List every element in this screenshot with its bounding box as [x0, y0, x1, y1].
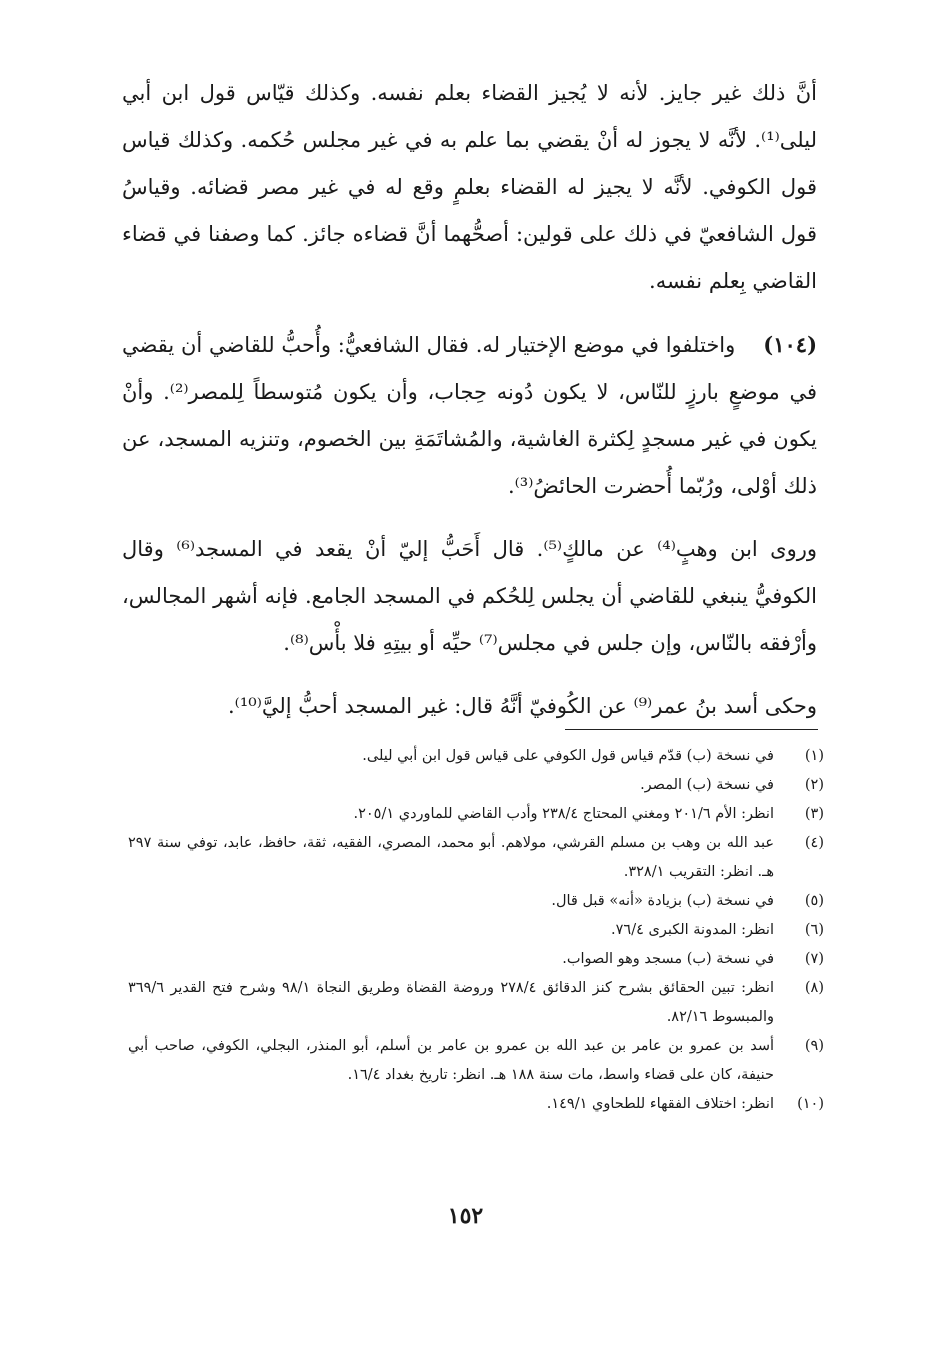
footnote-number: (١٠): [797, 1096, 824, 1112]
paragraph-number: (١٠٤): [763, 332, 817, 357]
footnote-text: في نسخة (ب) مسجد وهو الصواب.: [562, 951, 774, 967]
footnote: [128, 945, 824, 974]
footnote-text: في نسخة (ب) بزيادة «أنه» قبل قال.: [551, 893, 774, 909]
footnote: [128, 916, 824, 945]
footnote-number: (٤): [804, 835, 824, 851]
footnote-text: انظر: المدونة الكبرى ٧٦/٤.: [611, 922, 774, 938]
paragraph-text: أنَّ ذلك غير جايز. لأنه لا يُجيز القضاء بعلم نفسه. وكذلك قيّاس قول ابن أبي ليلى⁽¹⁾. لأنَّه لا يجوز له أنْ يقضي بما علم به في غير مجلس حُكمه. وكذلك قياس قول الكوفي. لأنَّه لا يجيز له القضاء بعلمٍ وقع له في غير مصر قضائه. وقياسُ قول الشافعيّ في ذلك على قولين: أصحُّهما أنَّ قضاءه جائز. كما وصفنا في قضاء القاضي بِعلم نفسه.: [122, 81, 817, 293]
footnote: [128, 1032, 824, 1090]
footnote: [128, 742, 824, 771]
footnote: [128, 1090, 824, 1119]
footnote-number: (٢): [804, 777, 824, 793]
footnote-text: عبد الله بن وهب بن مسلم القرشي، مولاهم. أبو محمد، المصري، الفقيه، ثقة، حافظ، عابد، توفي سنة ٢٩٧ هـ. انظر: التقريب ٣٢٨/١.: [128, 835, 774, 880]
footnote-text: انظر: اختلاف الفقهاء للطحاوي ١٤٩/١.: [546, 1096, 774, 1112]
footnote-number: (٦): [804, 922, 824, 938]
footnote-separator: [565, 729, 818, 730]
paragraph-text: وحكى أسد بنُ عمر⁽⁹⁾ عن الكُوفيّ أنَّهُ قال: غير المسجد أحبُّ إليَّ⁽¹⁰⁾.: [228, 694, 817, 718]
footnote-text: في نسخة (ب) المصر.: [640, 777, 774, 793]
footnote-text: في نسخة (ب) قدّم قياس قول الكوفي على قياس قول ابن أبي ليلى.: [362, 748, 774, 764]
footnote: [128, 829, 824, 887]
page-number: ١٥٢: [447, 1203, 484, 1229]
footnote-text: أسد بن عمرو بن عامر بن عبد الله بن عمرو بن عامر بن أسلم، أبو المنذر، البجلي، الكوفي، صاحب أبي حنيفة، كان على قضاء واسط، مات سنة ١٨٨ هـ. انظر: تاريخ بغداد ١٦/٤.: [128, 1038, 774, 1083]
footnote-text: انظر: تبين الحقائق بشرح كنز الدقائق ٢٧٨/٤ وروضة القضاة وطريق النجاة ٩٨/١ وشرح فتح القدير ٣٦٩/٦ والمبسوط ٨٢/١٦.: [128, 980, 774, 1025]
paragraph-text: وروى ابن وهبٍ⁽⁴⁾ عن مالكٍ⁽⁵⁾. قال أَحَبُّ إليّ أنْ يقعد في المسجد⁽⁶⁾ وقال الكوفيُّ ينبغي للقاضي أن يجلس لِلحُكم في المسجد الجامع. فإنه أشهر المجالس، وأرْفقه بالنّاس، وإن جلس في مجلس⁽⁷⁾ حيِّه أو بيتِهِ فلا بأْس⁽⁸⁾.: [122, 537, 817, 655]
paragraph-4: [122, 683, 817, 730]
footnote-number: (٣): [804, 806, 824, 822]
paragraph-2: [122, 321, 817, 510]
footnote-number: (٧): [804, 951, 824, 967]
footnote: [128, 800, 824, 829]
main-text: [122, 70, 817, 730]
footnote-number: (٩): [804, 1038, 824, 1054]
footnote-number: (٨): [804, 980, 824, 996]
footnote: [128, 974, 824, 1032]
paragraph-3: [122, 526, 817, 667]
footnote-number: (٥): [804, 893, 824, 909]
footnote-number: (١): [804, 748, 824, 764]
paragraph-1: [122, 70, 817, 305]
footnote: [128, 771, 824, 800]
footnotes: [128, 742, 824, 1119]
paragraph-text: واختلفوا في موضع الإختيار له. فقال الشافعيُّ: وأُحبُّ للقاضي أن يقضي في موضعٍ بارزٍ للنّاس، لا يكون دُونه حِجاب، وأن يكون مُتوسطاً لِلمصر⁽²⁾. وأنْ يكون في غير مسجدٍ لِكثرة الغاشية، والمُشاتَمَةِ بين الخصوم، وتنزيه المسجد، عن ذلك أوْلى، ورُبّما أُحضرت الحائضُ⁽³⁾.: [122, 333, 817, 498]
footnote-text: انظر: الأم ٢٠١/٦ ومغني المحتاج ٢٣٨/٤ وأدب القاضي للماوردي ٢٠٥/١.: [353, 806, 774, 822]
footnote: [128, 887, 824, 916]
